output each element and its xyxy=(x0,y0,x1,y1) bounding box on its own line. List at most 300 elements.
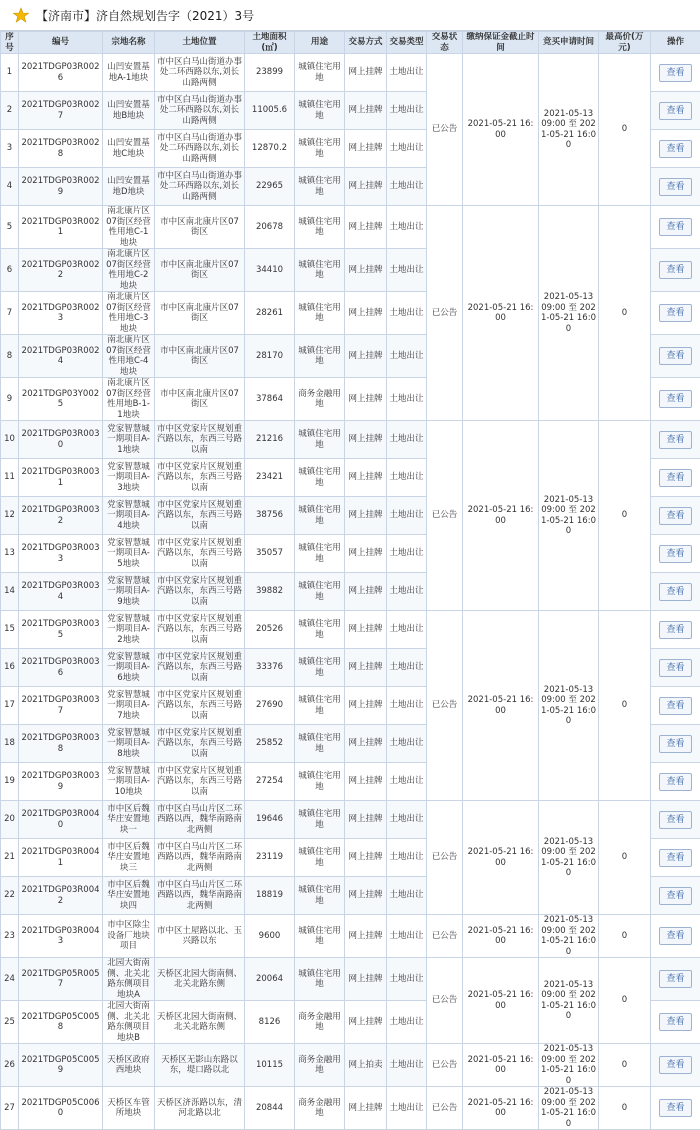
action-cell xyxy=(651,1044,700,1087)
action-cell xyxy=(651,958,700,1001)
parcel-area: 33376 xyxy=(245,649,295,687)
parcel-location: 天桥区济泺路以东，清河北路以北 xyxy=(155,1087,245,1130)
table-row xyxy=(1,958,700,1001)
row-number: 14 xyxy=(1,573,19,611)
view-button[interactable]: 查看 xyxy=(659,849,691,867)
trade-method: 网上挂牌 xyxy=(345,801,387,839)
view-button[interactable]: 查看 xyxy=(659,659,691,677)
parcel-location: 市中区白马山片区二环西路以西，魏华南路南北两侧 xyxy=(155,801,245,839)
trade-method: 网上挂牌 xyxy=(345,1001,387,1044)
parcel-location: 市中区南北康片区07街区 xyxy=(155,335,245,378)
parcel-code: 2021TDGP03R0028 xyxy=(19,130,103,168)
land-use: 城镇住宅用地 xyxy=(295,877,345,915)
land-use: 城镇住宅用地 xyxy=(295,249,345,292)
parcel-code: 2021TDGP03R0030 xyxy=(19,421,103,459)
parcel-area: 22965 xyxy=(245,168,295,206)
trade-type: 土地出让 xyxy=(387,292,427,335)
apply-time: 2021-05-13 09:00 至 2021-05-21 16:00 xyxy=(539,1087,599,1130)
parcel-code: 2021TDGP03Y0025 xyxy=(19,378,103,421)
parcel-area: 34410 xyxy=(245,249,295,292)
parcel-name: 党家智慧城一期项目A-10地块 xyxy=(103,763,155,801)
parcel-name: 山凹安置基地D地块 xyxy=(103,168,155,206)
apply-time: 2021-05-13 09:00 至 2021-05-21 16:00 xyxy=(539,915,599,958)
action-cell xyxy=(651,335,700,378)
view-button[interactable]: 查看 xyxy=(659,140,691,158)
action-cell xyxy=(651,378,700,421)
action-cell xyxy=(651,54,700,92)
row-number: 5 xyxy=(1,206,19,249)
trade-type: 土地出让 xyxy=(387,335,427,378)
trade-status: 已公告 xyxy=(427,915,463,958)
view-button[interactable]: 查看 xyxy=(659,1056,691,1074)
parcel-location: 市中区党家片区规划重汽路以东，东西三号路以南 xyxy=(155,497,245,535)
view-button[interactable]: 查看 xyxy=(659,621,691,639)
parcel-code: 2021TDGP03R0031 xyxy=(19,459,103,497)
parcel-location: 市中区党家片区规划重汽路以东，东西三号路以南 xyxy=(155,763,245,801)
trade-method: 网上挂牌 xyxy=(345,249,387,292)
land-use: 城镇住宅用地 xyxy=(295,497,345,535)
table-header-row xyxy=(1,32,700,54)
parcel-code: 2021TDGP03R0033 xyxy=(19,535,103,573)
trade-type: 土地出让 xyxy=(387,168,427,206)
row-number: 18 xyxy=(1,725,19,763)
trade-type: 土地出让 xyxy=(387,958,427,1001)
parcel-name: 党家智慧城一期项目A-9地块 xyxy=(103,573,155,611)
notice-title-bar xyxy=(0,0,700,31)
table-row xyxy=(1,915,700,958)
view-button[interactable]: 查看 xyxy=(659,927,691,945)
header-max-price: 最高价(万元) xyxy=(599,32,651,54)
view-button[interactable]: 查看 xyxy=(659,218,691,236)
trade-type: 土地出让 xyxy=(387,92,427,130)
parcel-area: 11005.6 xyxy=(245,92,295,130)
trade-type: 土地出让 xyxy=(387,801,427,839)
parcel-area: 23421 xyxy=(245,459,295,497)
parcel-code: 2021TDGP03R0040 xyxy=(19,801,103,839)
land-use: 城镇住宅用地 xyxy=(295,292,345,335)
land-use: 商务金融用地 xyxy=(295,1001,345,1044)
parcel-location: 天桥区无影山东路以东，堤口路以北 xyxy=(155,1044,245,1087)
trade-method: 网上挂牌 xyxy=(345,130,387,168)
parcel-name: 党家智慧城一期项目A-3地块 xyxy=(103,459,155,497)
parcel-name: 南北康片区07街区经营性用地C-1地块 xyxy=(103,206,155,249)
parcel-name: 党家智慧城一期项目A-4地块 xyxy=(103,497,155,535)
parcel-name: 南北康片区07街区经营性用地C-2地块 xyxy=(103,249,155,292)
deposit-deadline: 2021-05-21 16:00 xyxy=(463,611,539,801)
action-cell xyxy=(651,649,700,687)
view-button[interactable]: 查看 xyxy=(659,390,691,408)
trade-method: 网上挂牌 xyxy=(345,54,387,92)
row-number: 27 xyxy=(1,1087,19,1130)
parcel-area: 10115 xyxy=(245,1044,295,1087)
parcel-area: 27690 xyxy=(245,687,295,725)
parcel-area: 18819 xyxy=(245,877,295,915)
view-button[interactable]: 查看 xyxy=(659,1099,691,1117)
row-number: 20 xyxy=(1,801,19,839)
parcel-area: 28261 xyxy=(245,292,295,335)
land-use: 城镇住宅用地 xyxy=(295,206,345,249)
parcel-name: 党家智慧城一期项目A-8地块 xyxy=(103,725,155,763)
trade-status: 已公告 xyxy=(427,54,463,206)
parcel-location: 市中区白马山街道办事处二环西路以东,刘长山路两侧 xyxy=(155,92,245,130)
trade-type: 土地出让 xyxy=(387,573,427,611)
action-cell xyxy=(651,1001,700,1044)
parcel-area: 20678 xyxy=(245,206,295,249)
view-button[interactable]: 查看 xyxy=(659,583,691,601)
trade-type: 土地出让 xyxy=(387,249,427,292)
table-body xyxy=(1,54,700,1130)
deposit-deadline: 2021-05-21 16:00 xyxy=(463,958,539,1044)
parcel-code: 2021TDGP03R0043 xyxy=(19,915,103,958)
action-cell xyxy=(651,206,700,249)
row-number: 2 xyxy=(1,92,19,130)
parcel-location: 市中区白马山街道办事处二环西路以东,刘长山路两侧 xyxy=(155,168,245,206)
parcel-code: 2021TDGP05C0058 xyxy=(19,1001,103,1044)
parcel-location: 市中区土屋路以北、玉兴路以东 xyxy=(155,915,245,958)
action-cell xyxy=(651,801,700,839)
row-number: 7 xyxy=(1,292,19,335)
trade-type: 土地出让 xyxy=(387,649,427,687)
parcel-code: 2021TDGP05C0060 xyxy=(19,1087,103,1130)
land-use: 城镇住宅用地 xyxy=(295,687,345,725)
row-number: 9 xyxy=(1,378,19,421)
parcel-area: 35057 xyxy=(245,535,295,573)
parcel-location: 市中区南北康片区07街区 xyxy=(155,378,245,421)
parcel-location: 市中区白马山街道办事处二环西路以东,刘长山路两侧 xyxy=(155,130,245,168)
parcel-name: 北园大街南侧、北关北路东侧项目地块B xyxy=(103,1001,155,1044)
max-price: 0 xyxy=(599,801,651,915)
trade-status: 已公告 xyxy=(427,1087,463,1130)
view-button[interactable]: 查看 xyxy=(659,469,691,487)
trade-status: 已公告 xyxy=(427,958,463,1044)
table-row xyxy=(1,54,700,92)
trade-method: 网上挂牌 xyxy=(345,335,387,378)
row-number: 17 xyxy=(1,687,19,725)
action-cell xyxy=(651,421,700,459)
parcel-name: 山凹安置基地C地块 xyxy=(103,130,155,168)
header-name: 宗地名称 xyxy=(103,32,155,54)
parcel-code: 2021TDGP03R0026 xyxy=(19,54,103,92)
max-price: 0 xyxy=(599,206,651,421)
trade-type: 土地出让 xyxy=(387,378,427,421)
trade-type: 土地出让 xyxy=(387,1087,427,1130)
trade-type: 土地出让 xyxy=(387,497,427,535)
max-price: 0 xyxy=(599,54,651,206)
parcel-location: 天桥区北园大街南侧、北关北路东侧 xyxy=(155,1001,245,1044)
parcel-code: 2021TDGP03R0034 xyxy=(19,573,103,611)
parcel-location: 市中区白马山街道办事处二环西路以东,刘长山路两侧 xyxy=(155,54,245,92)
header-action: 操作 xyxy=(651,32,700,54)
trade-method: 网上拍卖 xyxy=(345,1044,387,1087)
land-use: 城镇住宅用地 xyxy=(295,92,345,130)
header-apply-time: 竞买申请时间 xyxy=(539,32,599,54)
parcel-location: 市中区南北康片区07街区 xyxy=(155,206,245,249)
view-button[interactable]: 查看 xyxy=(659,347,691,365)
land-use: 商务金融用地 xyxy=(295,378,345,421)
row-number: 26 xyxy=(1,1044,19,1087)
land-table xyxy=(0,31,700,1130)
action-cell xyxy=(651,497,700,535)
row-number: 4 xyxy=(1,168,19,206)
apply-time: 2021-05-13 09:00 至 2021-05-21 16:00 xyxy=(539,54,599,206)
header-code: 编号 xyxy=(19,32,103,54)
parcel-area: 21216 xyxy=(245,421,295,459)
land-use: 城镇住宅用地 xyxy=(295,421,345,459)
deposit-deadline: 2021-05-21 16:00 xyxy=(463,54,539,206)
parcel-location: 天桥区北园大街南侧、北关北路东侧 xyxy=(155,958,245,1001)
parcel-location: 市中区党家片区规划重汽路以东，东西三号路以南 xyxy=(155,649,245,687)
table-row xyxy=(1,206,700,249)
land-use: 城镇住宅用地 xyxy=(295,649,345,687)
parcel-area: 23119 xyxy=(245,839,295,877)
parcel-area: 38756 xyxy=(245,497,295,535)
parcel-name: 天桥区政府西地块 xyxy=(103,1044,155,1087)
star-icon xyxy=(10,4,32,26)
land-use: 城镇住宅用地 xyxy=(295,335,345,378)
trade-method: 网上挂牌 xyxy=(345,1087,387,1130)
deposit-deadline: 2021-05-21 16:00 xyxy=(463,801,539,915)
row-number: 12 xyxy=(1,497,19,535)
parcel-code: 2021TDGP03R0027 xyxy=(19,92,103,130)
row-number: 11 xyxy=(1,459,19,497)
land-use: 城镇住宅用地 xyxy=(295,958,345,1001)
trade-method: 网上挂牌 xyxy=(345,877,387,915)
parcel-code: 2021TDGP03R0032 xyxy=(19,497,103,535)
table-row xyxy=(1,611,700,649)
deposit-deadline: 2021-05-21 16:00 xyxy=(463,421,539,611)
header-status: 交易状态 xyxy=(427,32,463,54)
trade-type: 土地出让 xyxy=(387,763,427,801)
trade-method: 网上挂牌 xyxy=(345,92,387,130)
view-button[interactable]: 查看 xyxy=(659,773,691,791)
row-number: 24 xyxy=(1,958,19,1001)
deposit-deadline: 2021-05-21 16:00 xyxy=(463,915,539,958)
trade-type: 土地出让 xyxy=(387,206,427,249)
trade-method: 网上挂牌 xyxy=(345,168,387,206)
apply-time: 2021-05-13 09:00 至 2021-05-21 16:00 xyxy=(539,421,599,611)
view-button[interactable]: 查看 xyxy=(659,261,691,279)
action-cell xyxy=(651,915,700,958)
row-number: 16 xyxy=(1,649,19,687)
trade-method: 网上挂牌 xyxy=(345,611,387,649)
action-cell xyxy=(651,249,700,292)
header-area: 土地面积(㎡) xyxy=(245,32,295,54)
trade-type: 土地出让 xyxy=(387,130,427,168)
land-use: 城镇住宅用地 xyxy=(295,839,345,877)
parcel-area: 19646 xyxy=(245,801,295,839)
parcel-name: 天桥区车管所地块 xyxy=(103,1087,155,1130)
parcel-location: 市中区南北康片区07街区 xyxy=(155,292,245,335)
parcel-code: 2021TDGP03R0042 xyxy=(19,877,103,915)
parcel-name: 南北康片区07街区经营性用地B-1-1地块 xyxy=(103,378,155,421)
max-price: 0 xyxy=(599,915,651,958)
parcel-area: 20526 xyxy=(245,611,295,649)
land-use: 城镇住宅用地 xyxy=(295,459,345,497)
action-cell xyxy=(651,292,700,335)
land-use: 商务金融用地 xyxy=(295,1044,345,1087)
parcel-location: 市中区党家片区规划重汽路以东，东西三号路以南 xyxy=(155,725,245,763)
action-cell xyxy=(651,92,700,130)
action-cell xyxy=(651,725,700,763)
view-button[interactable]: 查看 xyxy=(659,545,691,563)
trade-status: 已公告 xyxy=(427,1044,463,1087)
action-cell xyxy=(651,573,700,611)
parcel-name: 山凹安置基地B地块 xyxy=(103,92,155,130)
trade-method: 网上挂牌 xyxy=(345,725,387,763)
view-button[interactable]: 查看 xyxy=(659,431,691,449)
parcel-name: 北园大街南侧、北关北路东侧项目地块A xyxy=(103,958,155,1001)
view-button[interactable]: 查看 xyxy=(659,735,691,753)
view-button[interactable]: 查看 xyxy=(659,811,691,829)
trade-type: 土地出让 xyxy=(387,1001,427,1044)
parcel-location: 市中区党家片区规划重汽路以东，东西三号路以南 xyxy=(155,687,245,725)
apply-time: 2021-05-13 09:00 至 2021-05-21 16:00 xyxy=(539,958,599,1044)
trade-type: 土地出让 xyxy=(387,421,427,459)
land-use: 城镇住宅用地 xyxy=(295,611,345,649)
land-use: 城镇住宅用地 xyxy=(295,130,345,168)
trade-type: 土地出让 xyxy=(387,54,427,92)
apply-time: 2021-05-13 09:00 至 2021-05-21 16:00 xyxy=(539,206,599,421)
action-cell xyxy=(651,168,700,206)
header-use: 用途 xyxy=(295,32,345,54)
action-cell xyxy=(651,1087,700,1130)
table-row xyxy=(1,801,700,839)
table-row xyxy=(1,1044,700,1087)
land-use: 城镇住宅用地 xyxy=(295,54,345,92)
view-button[interactable]: 查看 xyxy=(659,64,691,82)
deposit-deadline: 2021-05-21 16:00 xyxy=(463,1087,539,1130)
view-button[interactable]: 查看 xyxy=(659,304,691,322)
parcel-code: 2021TDGP03R0036 xyxy=(19,649,103,687)
trade-type: 土地出让 xyxy=(387,1044,427,1087)
max-price: 0 xyxy=(599,611,651,801)
deposit-deadline: 2021-05-21 16:00 xyxy=(463,1044,539,1087)
trade-status: 已公告 xyxy=(427,421,463,611)
parcel-name: 党家智慧城一期项目A-6地块 xyxy=(103,649,155,687)
row-number: 13 xyxy=(1,535,19,573)
action-cell xyxy=(651,687,700,725)
trade-type: 土地出让 xyxy=(387,611,427,649)
parcel-area: 23899 xyxy=(245,54,295,92)
row-number: 6 xyxy=(1,249,19,292)
trade-status: 已公告 xyxy=(427,206,463,421)
deposit-deadline: 2021-05-21 16:00 xyxy=(463,206,539,421)
header-method: 交易方式 xyxy=(345,32,387,54)
header-type: 交易类型 xyxy=(387,32,427,54)
land-use: 商务金融用地 xyxy=(295,1087,345,1130)
parcel-code: 2021TDGP03R0024 xyxy=(19,335,103,378)
view-button[interactable]: 查看 xyxy=(659,102,691,120)
apply-time: 2021-05-13 09:00 至 2021-05-21 16:00 xyxy=(539,801,599,915)
parcel-name: 党家智慧城一期项目A-1地块 xyxy=(103,421,155,459)
trade-type: 土地出让 xyxy=(387,877,427,915)
parcel-location: 市中区党家片区规划重汽路以东，东西三号路以南 xyxy=(155,459,245,497)
row-number: 1 xyxy=(1,54,19,92)
view-button[interactable]: 查看 xyxy=(659,887,691,905)
parcel-area: 39882 xyxy=(245,573,295,611)
parcel-code: 2021TDGP05C0059 xyxy=(19,1044,103,1087)
trade-status: 已公告 xyxy=(427,801,463,915)
action-cell xyxy=(651,130,700,168)
land-use: 城镇住宅用地 xyxy=(295,573,345,611)
table-row xyxy=(1,421,700,459)
parcel-location: 市中区党家片区规划重汽路以东，东西三号路以南 xyxy=(155,611,245,649)
parcel-area: 12870.2 xyxy=(245,130,295,168)
parcel-location: 市中区南北康片区07街区 xyxy=(155,249,245,292)
parcel-name: 党家智慧城一期项目A-7地块 xyxy=(103,687,155,725)
table-row xyxy=(1,1087,700,1130)
action-cell xyxy=(651,763,700,801)
parcel-code: 2021TDGP03R0029 xyxy=(19,168,103,206)
view-button[interactable]: 查看 xyxy=(659,697,691,715)
parcel-area: 20064 xyxy=(245,958,295,1001)
parcel-location: 市中区白马山片区二环西路以西，魏华南路南北两侧 xyxy=(155,877,245,915)
parcel-name: 市中区后魏华庄安置地块一 xyxy=(103,801,155,839)
parcel-name: 山凹安置基地A-1地块 xyxy=(103,54,155,92)
header-location: 土地位置 xyxy=(155,32,245,54)
trade-method: 网上挂牌 xyxy=(345,459,387,497)
trade-type: 土地出让 xyxy=(387,535,427,573)
trade-method: 网上挂牌 xyxy=(345,573,387,611)
parcel-name: 南北康片区07街区经营性用地C-3地块 xyxy=(103,292,155,335)
row-number: 21 xyxy=(1,839,19,877)
view-button[interactable]: 查看 xyxy=(659,1013,691,1031)
max-price: 0 xyxy=(599,421,651,611)
land-use: 城镇住宅用地 xyxy=(295,535,345,573)
land-use: 城镇住宅用地 xyxy=(295,763,345,801)
row-number: 25 xyxy=(1,1001,19,1044)
parcel-area: 8126 xyxy=(245,1001,295,1044)
parcel-code: 2021TDGP03R0037 xyxy=(19,687,103,725)
view-button[interactable]: 查看 xyxy=(659,507,691,525)
page-title: 【济南市】济自然规划告字（2021）3号 xyxy=(36,7,254,24)
parcel-code: 2021TDGP03R0039 xyxy=(19,763,103,801)
parcel-code: 2021TDGP03R0038 xyxy=(19,725,103,763)
trade-type: 土地出让 xyxy=(387,725,427,763)
max-price: 0 xyxy=(599,1087,651,1130)
trade-method: 网上挂牌 xyxy=(345,497,387,535)
action-cell xyxy=(651,459,700,497)
trade-method: 网上挂牌 xyxy=(345,687,387,725)
action-cell xyxy=(651,611,700,649)
trade-method: 网上挂牌 xyxy=(345,649,387,687)
row-number: 19 xyxy=(1,763,19,801)
apply-time: 2021-05-13 09:00 至 2021-05-21 16:00 xyxy=(539,1044,599,1087)
max-price: 0 xyxy=(599,1044,651,1087)
parcel-name: 党家智慧城一期项目A-2地块 xyxy=(103,611,155,649)
parcel-area: 27254 xyxy=(245,763,295,801)
parcel-code: 2021TDGP03R0035 xyxy=(19,611,103,649)
header-deadline: 缴纳保证金截止时间 xyxy=(463,32,539,54)
parcel-code: 2021TDGP05R0057 xyxy=(19,958,103,1001)
apply-time: 2021-05-13 09:00 至 2021-05-21 16:00 xyxy=(539,611,599,801)
action-cell xyxy=(651,839,700,877)
parcel-code: 2021TDGP03R0021 xyxy=(19,206,103,249)
land-use: 城镇住宅用地 xyxy=(295,801,345,839)
parcel-code: 2021TDGP03R0041 xyxy=(19,839,103,877)
view-button[interactable]: 查看 xyxy=(659,178,691,196)
trade-method: 网上挂牌 xyxy=(345,206,387,249)
trade-type: 土地出让 xyxy=(387,915,427,958)
view-button[interactable]: 查看 xyxy=(659,970,691,988)
row-number: 3 xyxy=(1,130,19,168)
parcel-code: 2021TDGP03R0023 xyxy=(19,292,103,335)
parcel-name: 南北康片区07街区经营性用地C-4地块 xyxy=(103,335,155,378)
row-number: 8 xyxy=(1,335,19,378)
trade-type: 土地出让 xyxy=(387,839,427,877)
land-use: 城镇住宅用地 xyxy=(295,168,345,206)
parcel-code: 2021TDGP03R0022 xyxy=(19,249,103,292)
